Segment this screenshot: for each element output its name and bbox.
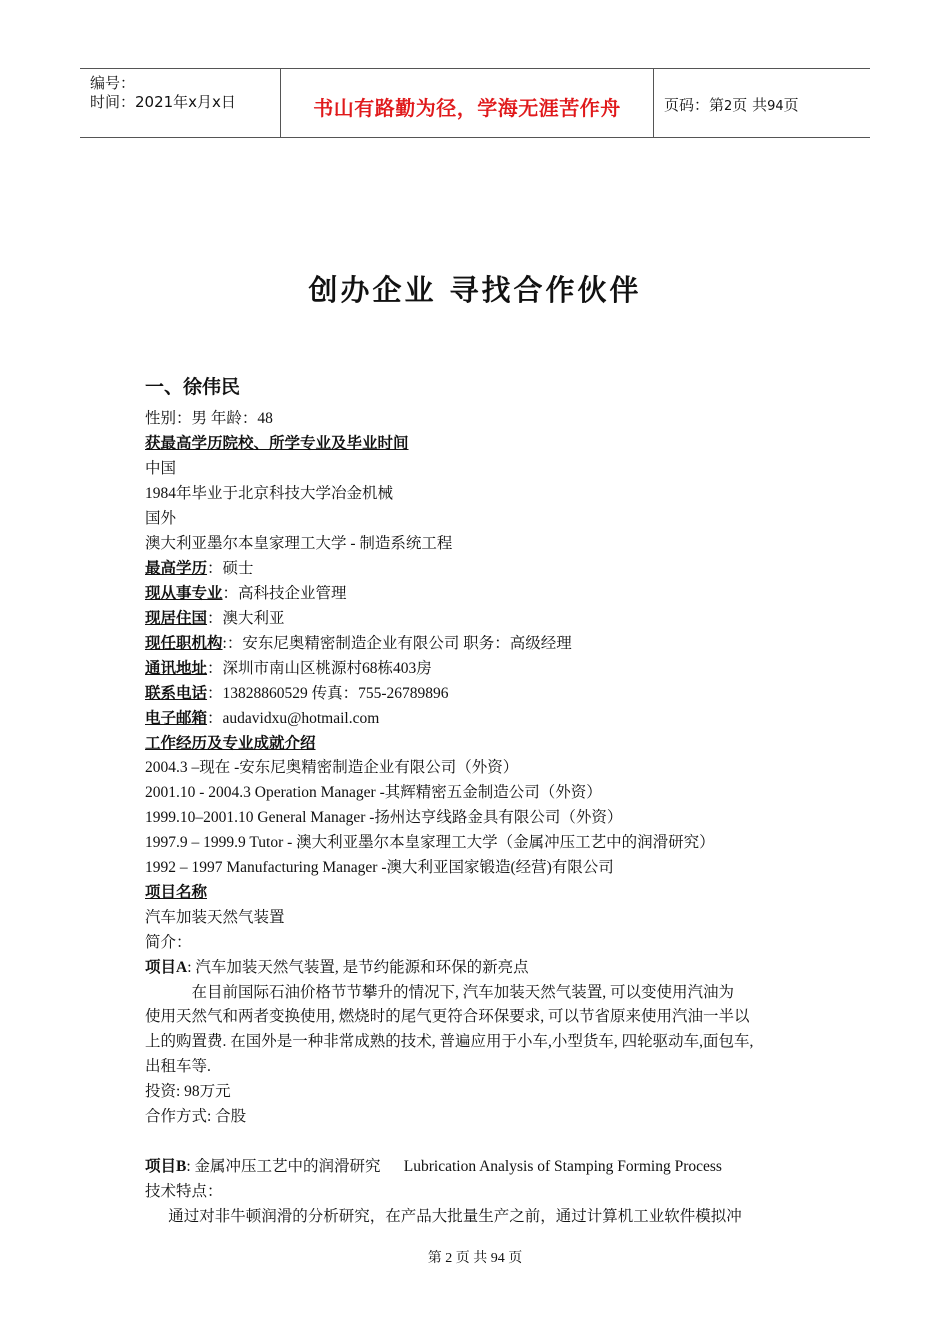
addr-value: ：深圳市南山区桃源村68栋403房 xyxy=(207,660,432,677)
header-left-cell xyxy=(80,69,281,137)
work-heading: 工作经历及专业成就介绍 xyxy=(145,735,316,752)
project-name: 汽车加装天然气装置 xyxy=(145,909,285,926)
major-value: ：高科技企业管理 xyxy=(222,585,347,602)
phone xyxy=(145,684,449,704)
project-a-label: 项目A xyxy=(145,959,188,976)
project-b xyxy=(145,1157,722,1177)
page-counter xyxy=(664,94,799,115)
document-title: 创办企业 寻找合作伙伴 xyxy=(308,273,642,307)
tech-body: 通过对非牛顿润滑的分析研究，在产品大批量生产之前，通过计算机工业软件模拟冲 xyxy=(145,1208,742,1225)
section-title: 一、徐伟民 xyxy=(145,376,241,398)
current-major xyxy=(145,584,347,604)
project-b-text: : 金属冲压工艺中的润滑研究 Lubrication Analysis of Stamping Forming Process xyxy=(186,1158,722,1175)
residence-value: ：澳大利亚 xyxy=(207,610,285,627)
abroad-label: 国外 xyxy=(145,510,177,527)
residence-label: 现居住国 xyxy=(145,610,208,627)
cooperation-mode: 合作方式: 合股 xyxy=(145,1108,247,1125)
org-value: :：安东尼奥精密制造企业有限公司 职务：高级经理 xyxy=(222,635,572,652)
phone-label: 联系电话 xyxy=(145,685,208,702)
project-a-text: : 汽车加装天然气装置, 是节约能源和环保的新亮点 xyxy=(187,959,529,976)
email xyxy=(145,709,379,729)
project-a xyxy=(145,958,529,978)
org-label: 现任职机构 xyxy=(145,635,223,652)
page-total: 94 xyxy=(767,99,784,114)
project-heading: 项目名称 xyxy=(145,884,208,901)
header-right-cell xyxy=(654,69,870,137)
abroad-degree: 澳大利亚墨尔本皇家理工大学 - 制造系统工程 xyxy=(145,535,453,552)
address xyxy=(145,659,432,679)
edu-heading: 获最高学历院校、所学专业及毕业时间 xyxy=(145,435,409,452)
project-a-body-line: 上的购置费. 在国外是一种非常成熟的技术, 普遍应用于小车,小型货车, 四轮驱动车,面包车, xyxy=(145,1033,754,1050)
page-mid: 页 共 xyxy=(732,96,768,114)
china-degree: 1984年毕业于北京科技大学冶金机械 xyxy=(145,485,394,502)
phone-value: ：13828860529 传真：755-26789896 xyxy=(207,685,449,702)
major-label: 现从事专业 xyxy=(145,585,223,602)
time-label: 时间：2021年x月x日 xyxy=(90,93,236,111)
residence xyxy=(145,609,285,629)
project-b-label: 项目B xyxy=(145,1158,187,1175)
project-a-body-line: 在目前国际石油价格节节攀升的情况下, 汽车加装天然气装置, 可以变使用汽油为 xyxy=(145,984,735,1001)
page-footer: 第 2 页 共 94 页 xyxy=(427,1251,523,1266)
work-item: 2004.3 –现在 -安东尼奥精密制造企业有限公司（外资） xyxy=(145,759,519,776)
number-label: 编号： xyxy=(90,74,136,92)
current-org xyxy=(145,634,572,654)
header-table xyxy=(80,68,870,138)
project-a-body-line: 出租车等. xyxy=(145,1058,211,1075)
motto: 书山有路勤为径，学海无涯苦作舟 xyxy=(313,96,621,120)
gender-age: 性别：男 年龄：48 xyxy=(145,410,273,427)
addr-label: 通讯地址 xyxy=(145,660,208,677)
highest-degree xyxy=(145,559,254,579)
tech-label: 技术特点： xyxy=(145,1183,223,1200)
page-prefix: 页码：第 xyxy=(664,96,725,114)
highest-value: ：硕士 xyxy=(207,560,254,577)
work-item: 1997.9 – 1999.9 Tutor - 澳大利亚墨尔本皇家理工大学（金属冲压工艺中的润滑研究） xyxy=(145,834,715,851)
work-item: 1992 – 1997 Manufacturing Manager -澳大利亚国家锻造(经营)有限公司 xyxy=(145,859,614,876)
page-number: 2 xyxy=(724,99,733,114)
header-center-cell xyxy=(281,69,654,137)
investment: 投资: 98万元 xyxy=(145,1083,231,1100)
email-value: ：audavidxu@hotmail.com xyxy=(207,710,380,727)
work-item: 1999.10–2001.10 General Manager -扬州达亨线路金具有限公司（外资） xyxy=(145,809,623,826)
project-a-body-line: 使用天然气和两者变换使用, 燃烧时的尾气更符合环保要求, 可以节省原来使用汽油一半以 xyxy=(145,1008,750,1025)
intro-label: 简介： xyxy=(145,934,192,951)
china-label: 中国 xyxy=(145,460,177,477)
email-label: 电子邮箱 xyxy=(145,710,208,727)
page-suffix: 页 xyxy=(783,96,799,114)
work-item: 2001.10 - 2004.3 Operation Manager -其辉精密五金制造公司（外资） xyxy=(145,784,602,801)
highest-label: 最高学历 xyxy=(145,560,208,577)
